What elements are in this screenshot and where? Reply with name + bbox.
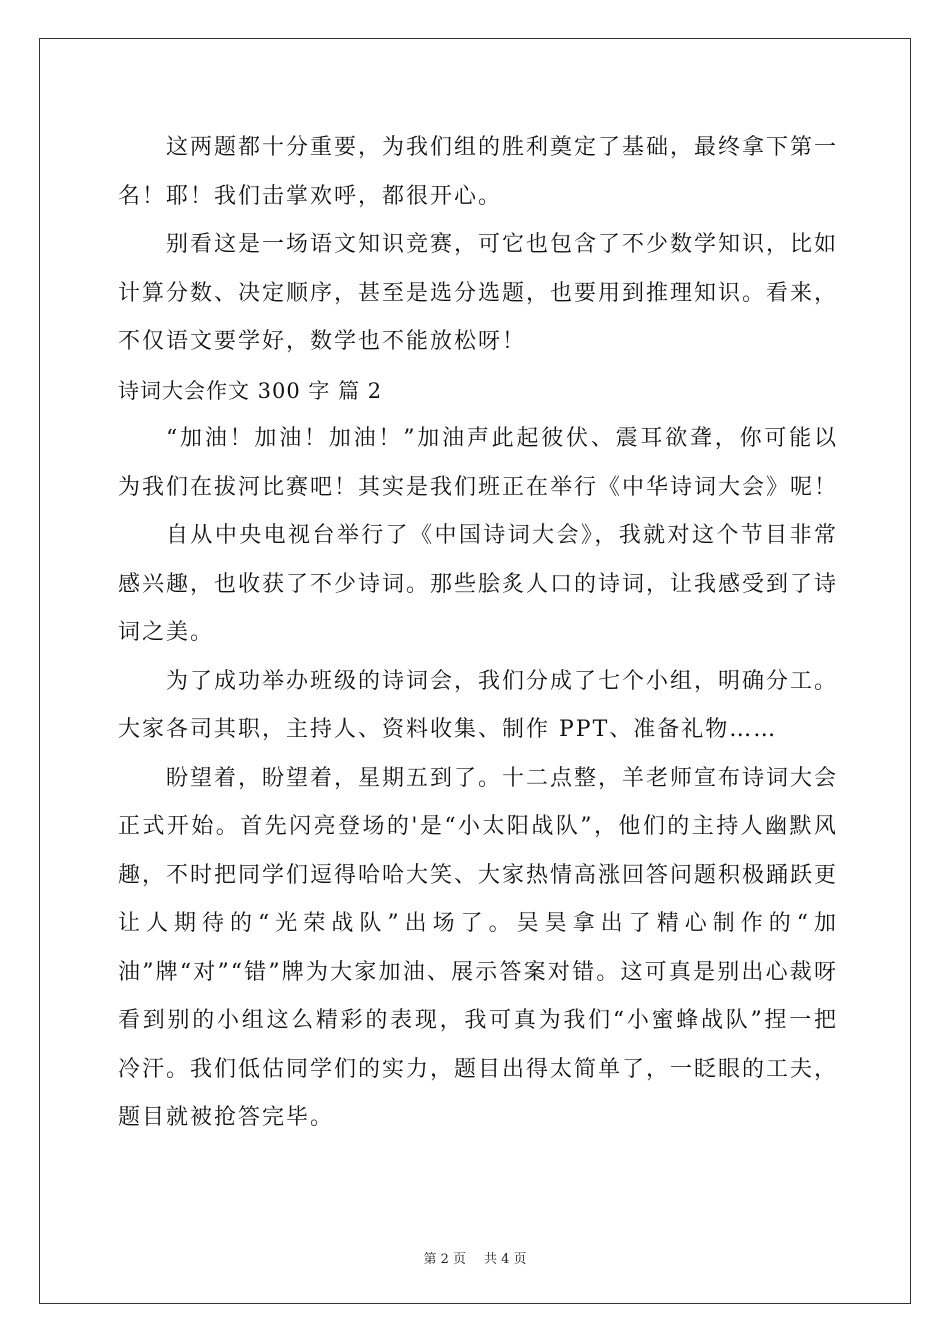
paragraph: 为了成功举办班级的诗词会，我们分成了七个小组，明确分工。大家各司其职，主持人、资料收集、制作 PPT、准备礼物…… <box>118 668 839 742</box>
paragraph: 这两题都十分重要，为我们组的胜利奠定了基础，最终拿下第一名！耶！我们击掌欢呼，都很开心。 <box>118 135 839 209</box>
page-number: 第 2 页 <box>423 1252 466 1267</box>
section-title: 诗词大会作文 300 字 篇 2 <box>118 378 383 403</box>
paragraph: 自从中央电视台举行了《中国诗词大会》，我就对这个节目非常感兴趣，也收获了不少诗词。那些脍炙人口的诗词，让我感受到了诗词之美。 <box>118 523 839 645</box>
paragraph: “加油！加油！加油！”加油声此起彼伏、震耳欲聋，你可能以为我们在拔河比赛吧！其实是我们班正在举行《中华诗词大会》呢！ <box>118 426 839 500</box>
paragraph: 别看这是一场语文知识竞赛，可它也包含了不少数学知识，比如计算分数、决定顺序，甚至是选分选题，也要用到推理知识。看来，不仅语文要学好，数学也不能放松呀！ <box>118 232 839 354</box>
document-body <box>118 124 838 1143</box>
paragraph: 盼望着，盼望着，星期五到了。十二点整，羊老师宣布诗词大会正式开始。首先闪亮登场的'是“小太阳战队”，他们的主持人幽默风趣，不时把同学们逗得哈哈大笑、大家热情高涨回答问题积极踊跃更让人期待的“光荣战队”出场了。吴昊拿出了精心制作的“加油”牌“对”“错”牌为大家加油、展示答案对错。这可真是别出心裁呀看到别的小组这么精彩的表现，我可真为我们“小蜜蜂战队”捏一把冷汗。我们低估同学们的实力，题目出得太简单了，一眨眼的工夫，题目就被抢答完毕。 <box>118 765 839 1130</box>
page-footer <box>0 1248 950 1267</box>
page-total: 共 4 页 <box>484 1252 527 1267</box>
